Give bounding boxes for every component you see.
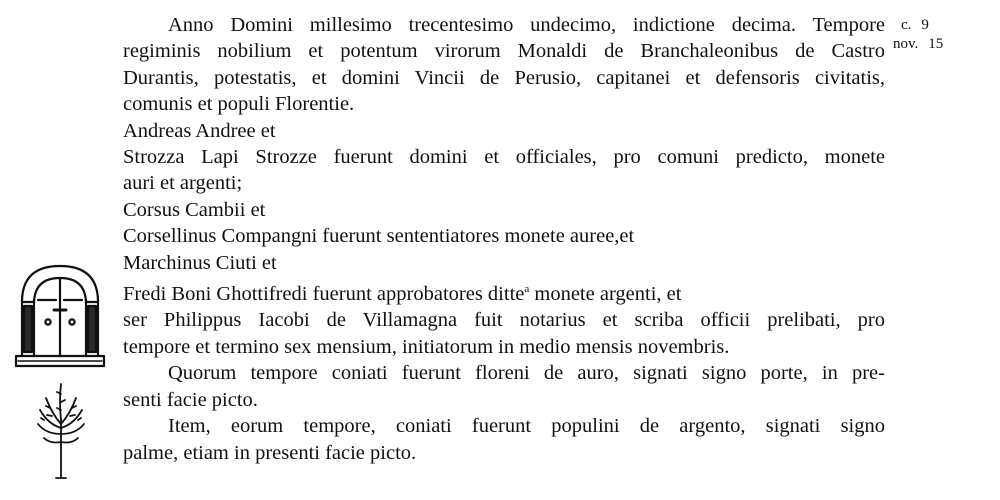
text-line-14: Quorum tempore coniati fuerunt floreni de auro, signati signo porte, in pre- <box>168 362 885 385</box>
door-drawing <box>14 262 106 370</box>
text-line-1: Anno Domini millesimo trecentesimo undecimo, indictione decima. Tempore <box>168 14 885 36</box>
text-line-4: comunis et populi Florentie. <box>123 93 355 116</box>
text-line-6: Strozza Lapi Strozze fuerunt domini et officiales, pro comuni predicto, monete <box>123 146 885 169</box>
text-line-7: auri et argenti; <box>123 172 243 195</box>
text-line-2: regiminis nobilium et potentum virorum Monaldi de Branchaleonibus de Castro <box>123 40 885 63</box>
text-line-8: Corsus Cambii et <box>123 198 266 221</box>
text-line-5: Andreas Andree et <box>123 119 276 142</box>
footnote-mark: a <box>524 283 530 296</box>
text-line-11 <box>123 276 885 307</box>
margin-note-folio-label: c. <box>901 17 912 33</box>
text-line-12: ser Philippus Iacobi de Villamagna fuit notarius et scriba officii prelibati, pro <box>123 309 885 332</box>
text-line-15: senti facie picto. <box>123 388 258 411</box>
margin-note-date-label: nov. <box>893 36 919 52</box>
text-line-9: Corsellinus Compangni fuerunt sententiatores monete auree,et <box>123 225 635 248</box>
text-line-10: Marchinus Ciuti et <box>123 251 277 274</box>
text-line-16: Item, eorum tempore, coniati fuerunt populini de argento, signati signo <box>168 415 885 438</box>
text-line-3: Durantis, potestatis, et domini Vincii de Perusio, capitanei et defensoris civitatis, <box>123 66 885 89</box>
body-text <box>123 12 885 466</box>
text-line-11-head: Fredi Boni Ghottifredi fuerunt approbatores ditte <box>123 283 525 306</box>
text-line-13: tempore et termino sex mensium, initiatorum in medio mensis novembris. <box>123 335 730 358</box>
margin-note-date <box>893 35 943 53</box>
text-line-17: palme, etiam in presenti facie picto. <box>123 441 417 464</box>
palm-drawing <box>32 380 90 480</box>
margin-note-folio <box>901 16 929 34</box>
margin-note-date-value: 15 <box>928 36 944 52</box>
margin-note-folio-value: 9 <box>921 17 929 33</box>
text-line-11-tail: monete argenti, et <box>534 283 682 306</box>
